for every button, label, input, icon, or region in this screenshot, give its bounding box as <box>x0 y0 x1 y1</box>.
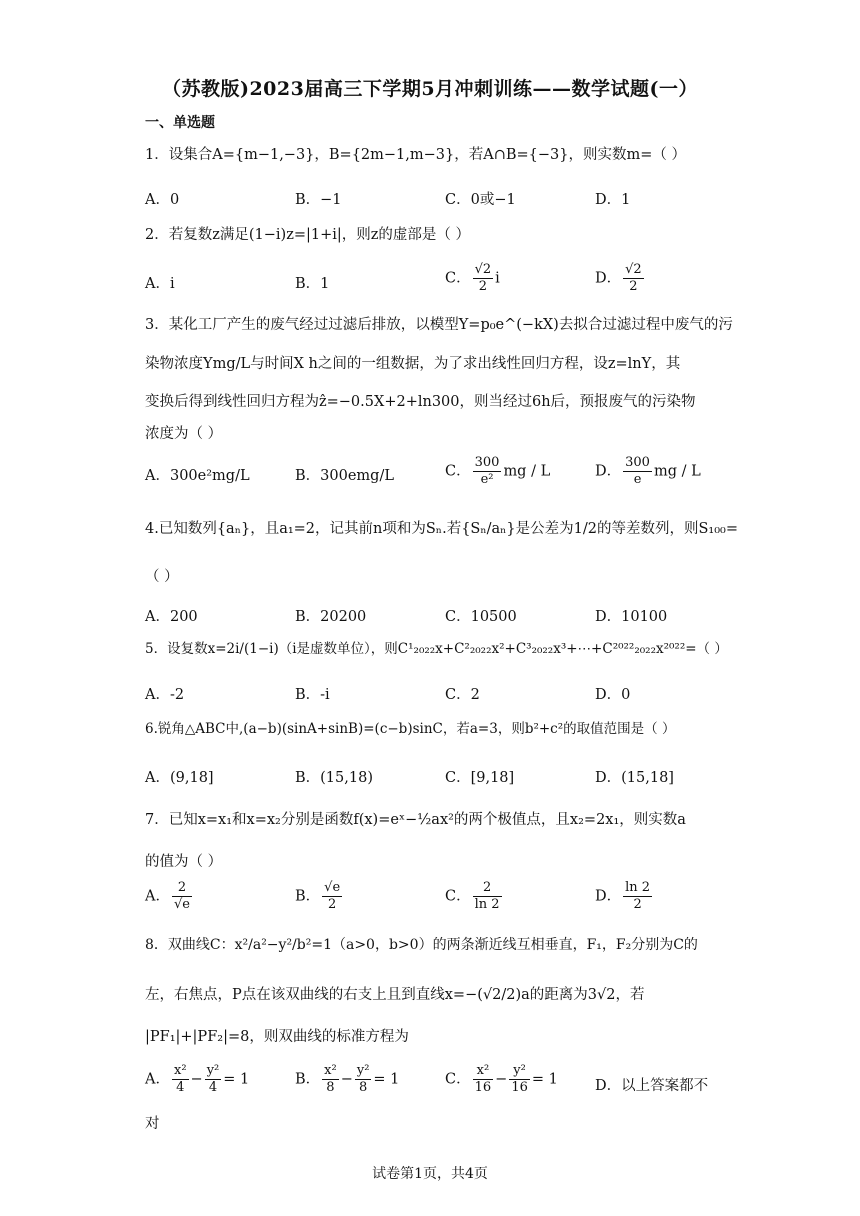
q6-option-c: C．[9,18] <box>445 770 515 786</box>
q1-option-b: B．−1 <box>295 192 342 208</box>
question-4-line-2: （ ） <box>145 569 179 585</box>
q3-option-d: D． $\frac{300}{e}$ mg / L <box>595 455 701 487</box>
question-7-line-2: 的值为（ ） <box>145 854 223 870</box>
q5-option-c: C．2 <box>445 687 480 703</box>
q8-option-a: A． $\frac{\text{x²}}{4}$ − $\frac{\text{y²}}{4}$ = 1 <box>145 1063 250 1095</box>
q2-option-d: D． $\frac{√2}{2}$ <box>595 262 642 294</box>
q5-option-a: A．-2 <box>145 687 185 703</box>
q7-option-a: A． $\frac{2}{√e}$ <box>145 880 190 912</box>
question-5: 5．设复数x=2i/(1−i)（i是虚数单位），则C¹₂₀₂₂x+C²₂₀₂₂x²+C³₂₀₂₂x³+⋯+C²⁰²²₂₀₂₂x²⁰²²=（ ） <box>145 641 728 657</box>
q7-option-b: B． $\frac{√e}{2}$ <box>295 880 341 912</box>
q1-option-d: D．1 <box>595 192 631 208</box>
question-3-line-1: 3．某化工厂产生的废气经过过滤后排放，以模型Y=p₀e^(−kX)去拟合过滤过程中废气的污 <box>145 317 733 333</box>
q1-option-a: A．0 <box>145 192 180 208</box>
q4-option-c: C．10500 <box>445 609 517 625</box>
question-4-line-1: 4.已知数列{aₙ}，且a₁=2，记其前n项和为Sₙ.若{Sₙ/aₙ}是公差为1/2的等差数列，则S₁₀₀= <box>145 521 739 537</box>
question-8-line-2: 左，右焦点，P点在该双曲线的右支上且到直线x=−(√2/2)a的距离为3√2，若 <box>145 987 645 1003</box>
q3-option-c: C． $\frac{300}{\text{e²}}$ mg / L <box>445 455 551 487</box>
q2-option-c: C． $\frac{√2}{2}$ i <box>445 262 500 294</box>
question-8-line-1: 8．双曲线C：x²/a²−y²/b²=1（a>0，b>0）的两条渐近线互相垂直，F₁，F₂分别为C的 <box>145 937 698 953</box>
exam-title: （苏教版)2023届高三下学期5月冲刺训练——数学试题(一） <box>161 78 699 100</box>
q4-option-d: D．10100 <box>595 609 668 625</box>
q8-option-c: C． $\frac{\text{x²}}{16}$ − $\frac{\text{y²}}{16}$ = 1 <box>445 1063 558 1095</box>
question-2: 2．若复数z满足(1−i)z=|1+i|，则z的虚部是（ ） <box>145 227 471 243</box>
question-3-line-4: 浓度为（ ） <box>145 426 223 442</box>
question-3-line-2: 染物浓度Ymg/L与时间X h之间的一组数据，为了求出线性回归方程，设z=lnY，其 <box>145 356 681 372</box>
question-7-line-1: 7．已知x=x₁和x=x₂分别是函数f(x)=eˣ−½ax²的两个极值点，且x₂=2x₁，则实数a <box>145 812 686 828</box>
q3-option-a: A．300e²mg/L <box>145 468 250 484</box>
q7-option-d: D． $\frac{\ln 2}{2}$ <box>595 880 651 912</box>
q7-option-c: C． $\frac{2}{\ln 2}$ <box>445 880 500 912</box>
q8-option-b: B． $\frac{\text{x²}}{8}$ − $\frac{\text{y²}}{8}$ = 1 <box>295 1063 400 1095</box>
q5-option-d: D．0 <box>595 687 631 703</box>
q2-option-a: A．i <box>145 276 175 292</box>
question-1: 1．设集合A={m−1,−3}，B={2m−1,m−3}，若A∩B={−3}，则实数m=（ ） <box>145 147 687 163</box>
q6-option-d: D．(15,18] <box>595 770 674 786</box>
q8-option-d-wrap: 对 <box>145 1116 160 1132</box>
q2-option-b: B．1 <box>295 276 330 292</box>
q5-option-b: B．-i <box>295 687 330 703</box>
section-heading: 一、单选题 <box>145 115 215 131</box>
q8-option-d: D．以上答案都不 <box>595 1078 709 1094</box>
q4-option-a: A．200 <box>145 609 198 625</box>
q6-option-b: B．(15,18) <box>295 770 373 786</box>
q1-option-c: C．0或−1 <box>445 192 516 208</box>
question-8-line-3: |PF₁|+|PF₂|=8，则双曲线的标准方程为 <box>145 1029 409 1045</box>
question-3-line-3: 变换后得到线性回归方程为ẑ=−0.5X+2+ln300，则当经过6h后，预报废气的污染物 <box>145 394 696 410</box>
q3-option-b: B．300emg/L <box>295 468 394 484</box>
page-footer: 试卷第1页，共4页 <box>372 1166 488 1182</box>
question-6: 6.锐角△ABC中,(a−b)(sinA+sinB)=(c−b)sinC，若a=3，则b²+c²的取值范围是（ ） <box>145 721 676 737</box>
q4-option-b: B．20200 <box>295 609 367 625</box>
q6-option-a: A．(9,18] <box>145 770 214 786</box>
